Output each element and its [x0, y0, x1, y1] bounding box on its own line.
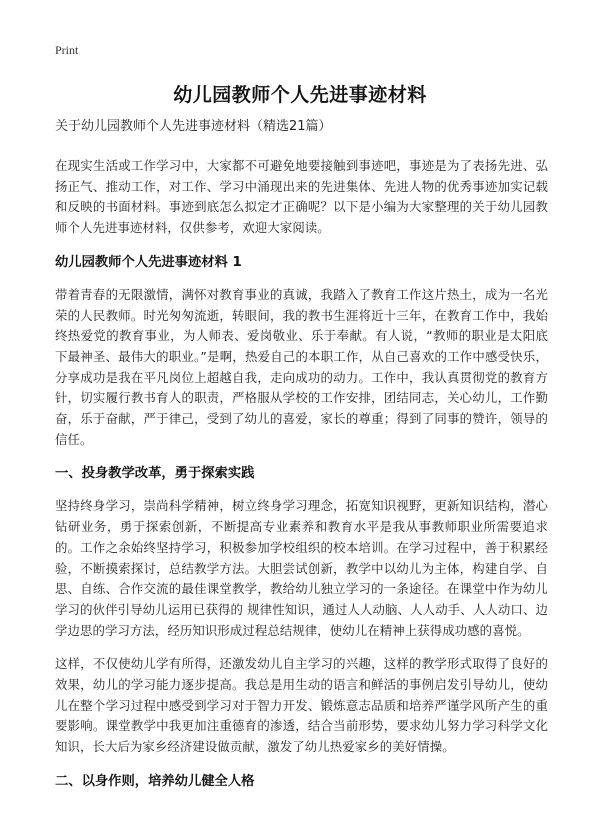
document-title: 幼儿园教师个人先进事迹材料	[173, 84, 427, 106]
part-one-paragraph-1: 坚持终身学习，崇尚科学精神，树立终身学习理念，拓宽知识视野，更新知识结构，潜心钻研业务，勇于探索创新，不断提高专业素养和教育水平是我从事教师职业所需要追求的。工作之余始终坚持学习，积极参加学校组织的校本培训。在学习过程中，善于积累经验，不断摸索探讨，总结教学方法。大胆尝试创新，教学中以幼儿为主体，构建自学、自思、自练、合作交流的最佳课堂教学，教给幼儿独立学习的一条途径。在课堂中作为幼儿学习的伙伴引导幼儿运用已获得的 规律性知识，通过人人动脑、人人动手、人人动口、边学边思的学习方法，经历知识形成过程总结规律，使幼儿在精神上获得成功感的喜悦。	[55, 498, 548, 638]
intro-paragraph: 在现实生活或工作学习中，大家都不可避免地要接触到事迹吧，事迹是为了表扬先进、弘扬正气、推动工作，对工作、学习中涌现出来的先进集体、先进人物的优秀事迹加实记载和反映的书面材料。事迹到底怎么拟定才正确呢？以下是小编为大家整理的关于幼儿园教师个人先进事迹材料，仅供参考，欢迎大家阅读。	[55, 158, 548, 236]
section-1-paragraph-1: 带着青春的无限激情，满怀对教育事业的真诚，我踏入了教育工作这片热土，成为一名光荣的人民教师。时光匆匆流逝，转眼间，我的教书生涯将近十三年，在教育工作中，我始终热爱党的教育事业，为人师表、爱岗敬业、乐于奉献。有人说，“教师的职业是太阳底下最神圣、最伟大的职业。”是啊，热爱自己的本职工作，从自己喜欢的工作中感受快乐，分享成功是我在平凡岗位上超越自我，走向成功的动力。工作中，我认真贯彻党的教育方针，切实履行教书育人的职责，严格服从学校的工作安排，团结同志，关心幼儿，工作勤奋，乐于奋献，严于律己，受到了幼儿的喜爱，家长的尊重；得到了同事的赞许，领导的信任。	[55, 286, 548, 447]
print-label: Print	[55, 43, 79, 57]
part-two-heading: 二、以身作则，培养幼儿健全人格	[55, 773, 255, 789]
document-body	[55, 116, 548, 804]
section-1-heading: 幼儿园教师个人先进事迹材料 1	[55, 254, 242, 270]
part-one-heading: 一、投身教学改革，勇于探索实践	[55, 466, 255, 482]
document-subtitle: 关于幼儿园教师个人先进事迹材料（精选21篇）	[55, 119, 332, 134]
part-one-paragraph-2: 这样，不仅使幼儿学有所得，还激发幼儿自主学习的兴趣，这样的教学形式取得了良好的效果，幼儿的学习能力逐步提高。我总是用生动的语言和鲜活的事例启发引导幼儿，使幼儿在整个学习过程中感受到学习对于智力开发、锻炼意志品质和培养严谨学风所产生的重要影响。课堂教学中我更加注重德育的渗透，结合当前形势，要求幼儿努力学习科学文化知识，长大后为家乡经济建设做贡献，激发了幼儿热爱家乡的美好情操。	[55, 656, 548, 755]
